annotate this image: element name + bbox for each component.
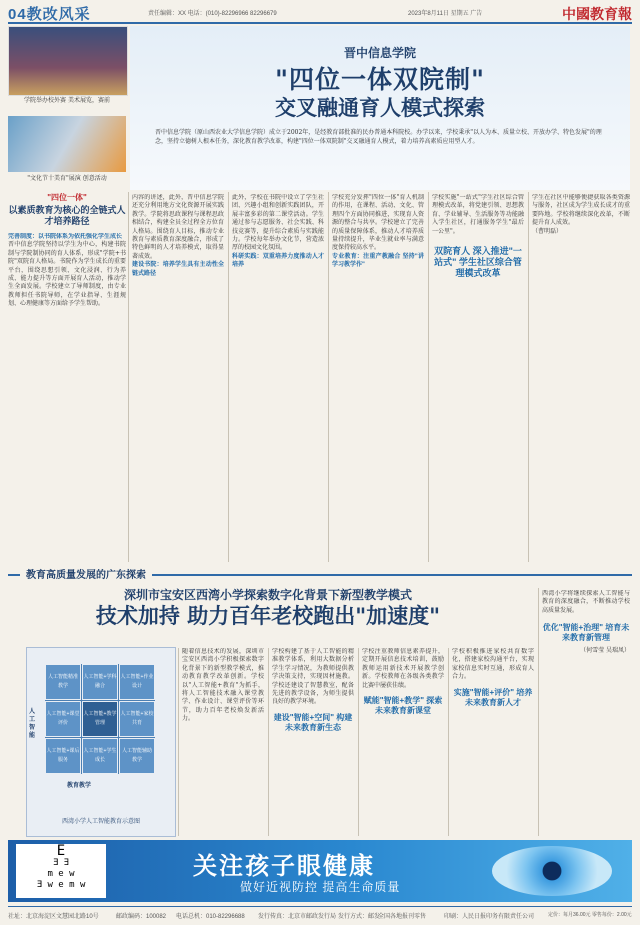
sidebar-body: 晋中信息学院坚持以学生为中心，构建书院制与学院制协同的育人体系，形成"学院+书院"双院育人格局。书院作为学生成长的重要平台，围绕思想引领、文化浸润、行为养成、能力提升等方面开展育人活动，推动学生全面发展。学校建立了导师制度，由专业教师担任书院导师，在学业指导、生涯规划、心理健康等方面给予学生帮助。 bbox=[8, 241, 126, 308]
footer-retail: 全国各地报刊零售 bbox=[378, 914, 427, 920]
event-photo-1 bbox=[8, 26, 128, 96]
story2-title: 技术加持 助力百年老校跑出"加速度" bbox=[95, 603, 441, 628]
story2-col-b: 学校构建了基于人工智能的精准教学体系，利用大数据分析学生学习情况，为教师提供教学决策支持，实现因材施教。学校还建设了智慧教室，配备先进的教学设备，为师生提供良好的教学环境。 bbox=[272, 648, 354, 706]
column-6 bbox=[532, 194, 630, 562]
sidebar bbox=[8, 192, 126, 563]
column-3-text: 此外，学校在书院中设立了学生社团、兴趣小组和创新实践团队，开展丰富多彩的第二课堂活动。学生通过参与志愿服务、社会实践、科技竞赛等，提升综合素质与实践能力。学校每年举办文化节，营造浓厚的校园文化氛围。 bbox=[232, 194, 324, 252]
column-4-subhead: 专业教育：注重产教融合 坚持"讲学习教学作" bbox=[332, 253, 424, 269]
lead-title-2: 交叉融通育人模式探索 bbox=[275, 95, 485, 120]
eye-chart-row-3: m e w bbox=[47, 869, 75, 879]
eye-chart-row-2: Ǝ ∃ bbox=[52, 858, 70, 868]
eye-health-ad bbox=[8, 840, 632, 902]
footer-phone: 电话总机：010-82296688 bbox=[176, 914, 245, 920]
eye-chart-icon bbox=[16, 844, 106, 898]
sidebar-subhead: 完善制度：以书院体系为依托强化学生成长 bbox=[8, 234, 123, 240]
story2-col-d: 学校积极推进家校共育数字化，搭建家校沟通平台，实现家校信息实时互通，形成育人合力。 bbox=[452, 648, 534, 681]
story2-col-c: 学校注重教师信息素养提升，定期开展信息技术培训，鼓励教师运用新技术开展教学创新。学校教师在各级各类教学比赛中屡获佳绩。 bbox=[362, 648, 444, 689]
column-5-text: 学校实施"一站式"学生社区综合管理模式改革，将党建引领、思想教育、学业辅导、生活服务等功能融入学生社区，打通服务学生"最后一公里"。 bbox=[432, 194, 524, 235]
story2-callout-1: 建设"智能+空间" 构建未来教育新生态 bbox=[273, 712, 353, 732]
diagram-cell-6: 人工智能+家校共育 bbox=[119, 701, 155, 737]
footer-postcode: 邮政编码：100082 bbox=[116, 914, 167, 920]
diagram-axis-left: 人工智能 bbox=[29, 709, 36, 739]
section-band bbox=[8, 566, 632, 584]
story2-signature: （何雪莹 吴瑞凤） bbox=[580, 647, 630, 655]
lead-kicker: 晋中信息学院 bbox=[343, 46, 416, 60]
footer-price: 定价：每月36.00元 零售每份：2.00元 bbox=[548, 912, 632, 918]
column-4 bbox=[332, 194, 424, 562]
ai-education-diagram bbox=[26, 647, 176, 837]
photo-caption-2: "文化节十美育"展演 创意活动 bbox=[27, 175, 107, 182]
footer-printer: 印刷：人民日报印务有限责任公司 bbox=[444, 914, 535, 920]
story2-callout-2: 赋能"智能+教学" 探索未来教育新课堂 bbox=[363, 696, 443, 716]
column-6-text: 学生在社区中能够便捷获取各类资源与服务，社区成为学生成长成才的重要阵地。学校将继续深化改革，不断提升育人成效。 bbox=[532, 194, 630, 227]
column-6-signature: （曹明磊） bbox=[532, 227, 563, 235]
story2-callout-4: 优化"智能+治理" 培育未来教育新管理 bbox=[542, 623, 630, 643]
column-3-subhead: 科研实践：双重培养力度推动人才培养 bbox=[232, 253, 324, 269]
page-number: 04教改风采 bbox=[8, 6, 91, 23]
diagram-axis-bottom: 教育教学 bbox=[67, 783, 92, 789]
diagram-cell-4: 人工智能+课堂评价 bbox=[45, 701, 81, 737]
sidebar-title: 以素质教育为核心的全链式人才培养路径 bbox=[8, 205, 126, 226]
issue-date: 2023年8月11日 星期五 广告 bbox=[408, 11, 483, 17]
column-3 bbox=[232, 194, 324, 562]
lead-title-1: "四位一体双院制" bbox=[274, 65, 486, 94]
column-2-text: 内容的讲述，此外，晋中信息学院还充分利用地方文化资源开展实践教学。学院将思政课程与课程思政相结合，构建全员全过程全方位育人格局。围绕育人目标，推动专业教育与素质教育深度融合，形成了特色鲜明的人才培养模式，取得显著成效。 bbox=[132, 194, 224, 260]
story2-col-b-wrap bbox=[272, 648, 354, 836]
sidebar-tag: "四位一体" bbox=[47, 193, 87, 202]
story2-callout-3: 实施"智能+评价" 培养未来教育新人才 bbox=[453, 687, 533, 707]
story2-col-a: 随着信息技术的发展，深圳市宝安区西湾小学积极探索数字化背景下的新型教学模式，推动教育教学改革创新。学校以"人工智能+教育"为抓手，将人工智能技术融入课堂教学、作业设计、课堂评价等环节，助力百年老校焕发新活力。 bbox=[182, 648, 264, 723]
story2-col-e-wrap bbox=[542, 590, 630, 836]
diagram-cell-9: 人工智能辅助教学 bbox=[119, 738, 155, 774]
eye-icon bbox=[492, 846, 612, 896]
eye-chart-row-1: E bbox=[56, 843, 66, 859]
newspaper-logo: 中國教育報 bbox=[562, 7, 632, 23]
footer bbox=[8, 906, 632, 921]
column-4-text: 学校充分发挥"四位一体"育人机制的作用，在课程、活动、文化、管理四个方面协同推进，实现育人资源的整合与共享。学校建立了完善的质量保障体系，推动人才培养质量持续提升，毕业生就业率与满意度保持较高水平。 bbox=[332, 194, 424, 252]
section-label: 教育高质量发展的广东探索 bbox=[20, 566, 152, 581]
column-5 bbox=[432, 194, 524, 562]
diagram-cell-3: 人工智能+作业设计 bbox=[119, 664, 155, 700]
story2-col-c-wrap bbox=[362, 648, 444, 836]
masthead bbox=[8, 4, 632, 24]
story2-kicker: 深圳市宝安区西湾小学探索数字化背景下新型教学模式 bbox=[123, 588, 412, 602]
column-2-subhead: 建设书院：培养学生具有主动性全链式路径 bbox=[132, 262, 224, 277]
diagram-cell-8: 人工智能+学生成长 bbox=[82, 738, 118, 774]
ad-title: 关注孩子眼健康 bbox=[193, 853, 375, 880]
photo-caption-1: 学院举办校外赛 美术展览，赛前 bbox=[24, 97, 110, 104]
story2-col-d-wrap bbox=[452, 648, 534, 836]
lead-lede: 晋中信息学院（原山西农业大学信息学院）成立于2002年，是经教育部批准的民办普通本科院校。办学以来，学校秉承"以人为本、质量立校、开放办学、特色发展"的理念，坚持立德树人根本任务，深化教育教学改革，构建"四位一体双院制"交叉融通育人模式，着力培养高素质应用型人才。 bbox=[155, 129, 602, 145]
column-2 bbox=[132, 194, 224, 562]
diagram-cell-2: 人工智能+学科融合 bbox=[82, 664, 118, 700]
footer-distribution: 发行传真：北京市邮政发行局 bbox=[258, 914, 337, 920]
event-photo-2 bbox=[8, 116, 126, 172]
footer-method: 发行方式：邮发 bbox=[338, 914, 381, 920]
eye-chart-row-4: Ǝ w e m w bbox=[36, 880, 86, 890]
diagram-grid bbox=[45, 664, 155, 774]
diagram-cell-7: 人工智能+课后服务 bbox=[45, 738, 81, 774]
diagram-cell-1: 人工智能精准教学 bbox=[45, 664, 81, 700]
editor-info: 责任编辑：XX 电话：(010)-82296966 82296679 bbox=[148, 11, 277, 17]
footer-address: 社址：北京海淀区文慧园北路10号 bbox=[8, 914, 99, 920]
story2-col-e: 西湾小学将继续探索人工智能与教育的深度融合，不断推动学校高质量发展。 bbox=[542, 590, 630, 614]
diagram-cell-5: 人工智能+教学管理 bbox=[82, 701, 118, 737]
column-5-callout: 双院育人 深入推进"一站式" 学生社区综合管理模式改革 bbox=[434, 246, 522, 279]
ad-subtitle: 做好近视防控 提高生命质量 bbox=[240, 880, 401, 894]
diagram-caption: 西湾小学人工智能教育示意图 bbox=[61, 819, 140, 825]
